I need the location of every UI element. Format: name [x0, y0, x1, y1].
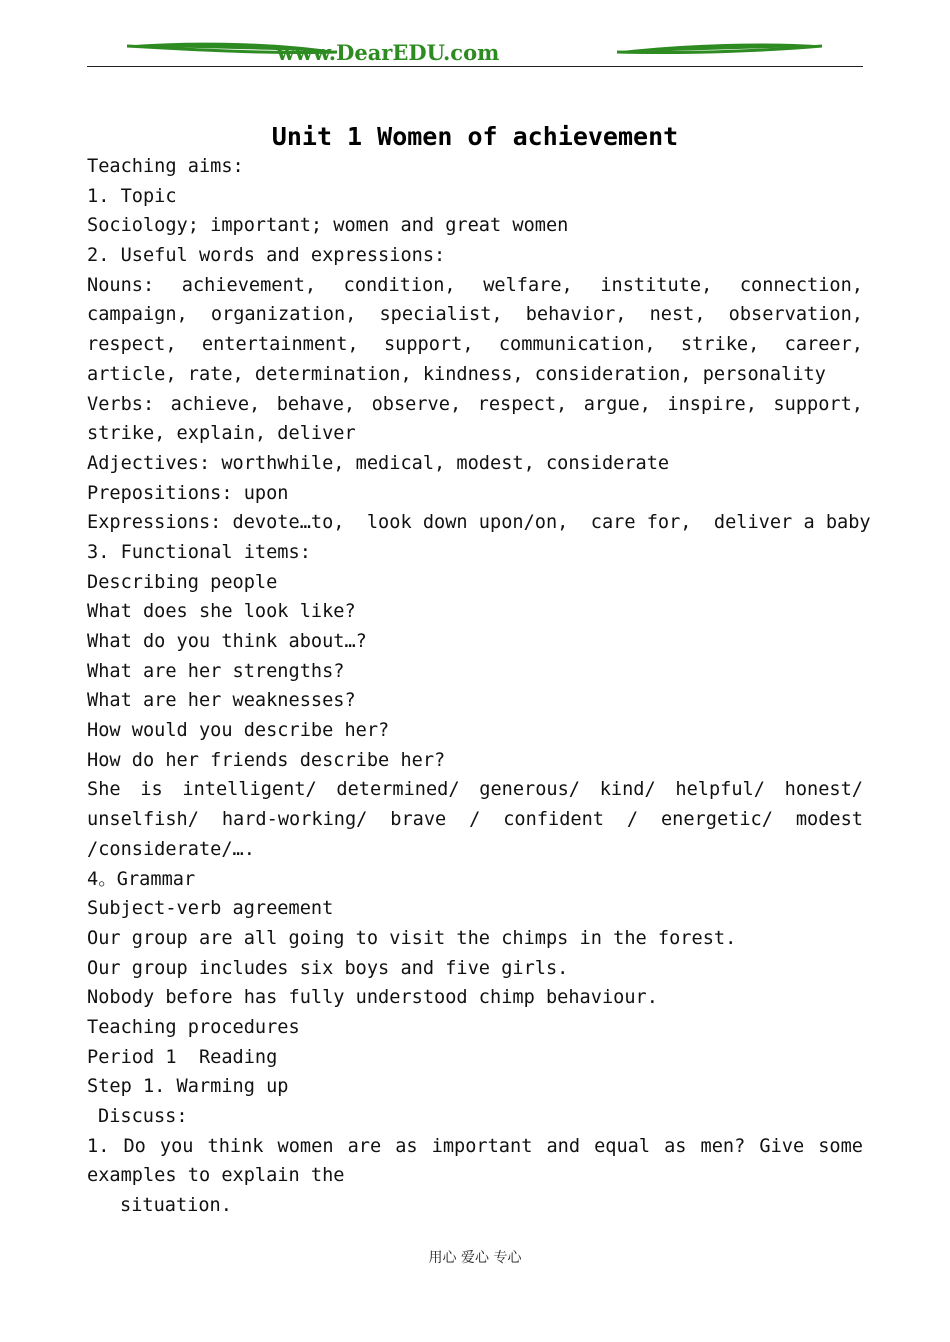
- text-line: respect, entertainment, support, communication, strike, career,: [87, 334, 863, 356]
- text-line: 1. Topic: [87, 185, 177, 207]
- text-line: Describing people: [87, 571, 278, 593]
- text-line: How would you describe her?: [87, 720, 390, 742]
- text-line: unselfish/ hard-working/ brave / confident / energetic/ modest: [87, 809, 863, 831]
- text-line: Teaching procedures: [87, 1016, 300, 1038]
- text-line: campaign, organization, specialist, behavior, nest, observation,: [87, 304, 863, 326]
- text-line: Expressions: devote…to, look down upon/on, care for, deliver a baby: [87, 512, 871, 534]
- page-footer: 用心 爱心 专心: [428, 1250, 522, 1266]
- text-line: Prepositions: upon: [87, 482, 289, 504]
- text-line: Discuss:: [98, 1106, 188, 1127]
- text-line: examples to explain the: [87, 1165, 345, 1187]
- text-line: article, rate, determination, kindness, consideration, personality: [87, 363, 826, 385]
- text-line: She is intelligent/ determined/ generous/ kind/ helpful/ honest/: [87, 779, 863, 801]
- document-title: Unit 1 Women of achievement: [271, 122, 679, 151]
- text-line: Adjectives: worthwhile, medical, modest, considerate: [87, 452, 670, 474]
- text-line: What are her strengths?: [87, 660, 345, 682]
- site-name[interactable]: www.DearEDU.com: [276, 40, 500, 65]
- text-line: 2. Useful words and expressions:: [87, 245, 446, 267]
- text-line: What are her weaknesses?: [87, 690, 356, 712]
- text-line: strike, explain, deliver: [87, 423, 356, 445]
- text-line: Subject-verb agreement: [87, 898, 334, 920]
- text-line: Sociology; important; women and great women: [87, 215, 569, 237]
- document-body: [87, 152, 871, 1221]
- text-line: Period 1 Reading: [87, 1046, 278, 1068]
- header-divider: [87, 66, 863, 67]
- text-line: What does she look like?: [87, 601, 356, 623]
- text-line: 4。Grammar: [87, 868, 196, 890]
- text-line: How do her friends describe her?: [87, 749, 446, 771]
- text-line: Teaching aims:: [87, 156, 244, 177]
- text-line: /considerate/….: [87, 838, 255, 860]
- text-line: 1. Do you think women are as important and equal as men? Give some: [87, 1135, 863, 1157]
- text-line: Step 1. Warming up: [87, 1076, 289, 1098]
- text-line: 3. Functional items:: [87, 541, 311, 563]
- text-line: What do you think about…?: [87, 631, 367, 652]
- text-line: Our group includes six boys and five girls.: [87, 957, 569, 979]
- text-line: Verbs: achieve, behave, observe, respect, argue, inspire, support,: [87, 393, 863, 415]
- text-line: Our group are all going to visit the chimps in the forest.: [87, 927, 737, 949]
- text-line: Nobody before has fully understood chimp behaviour.: [87, 987, 658, 1009]
- text-line: Nouns: achievement, condition, welfare, institute, connection,: [87, 274, 863, 296]
- text-line: situation.: [120, 1195, 232, 1217]
